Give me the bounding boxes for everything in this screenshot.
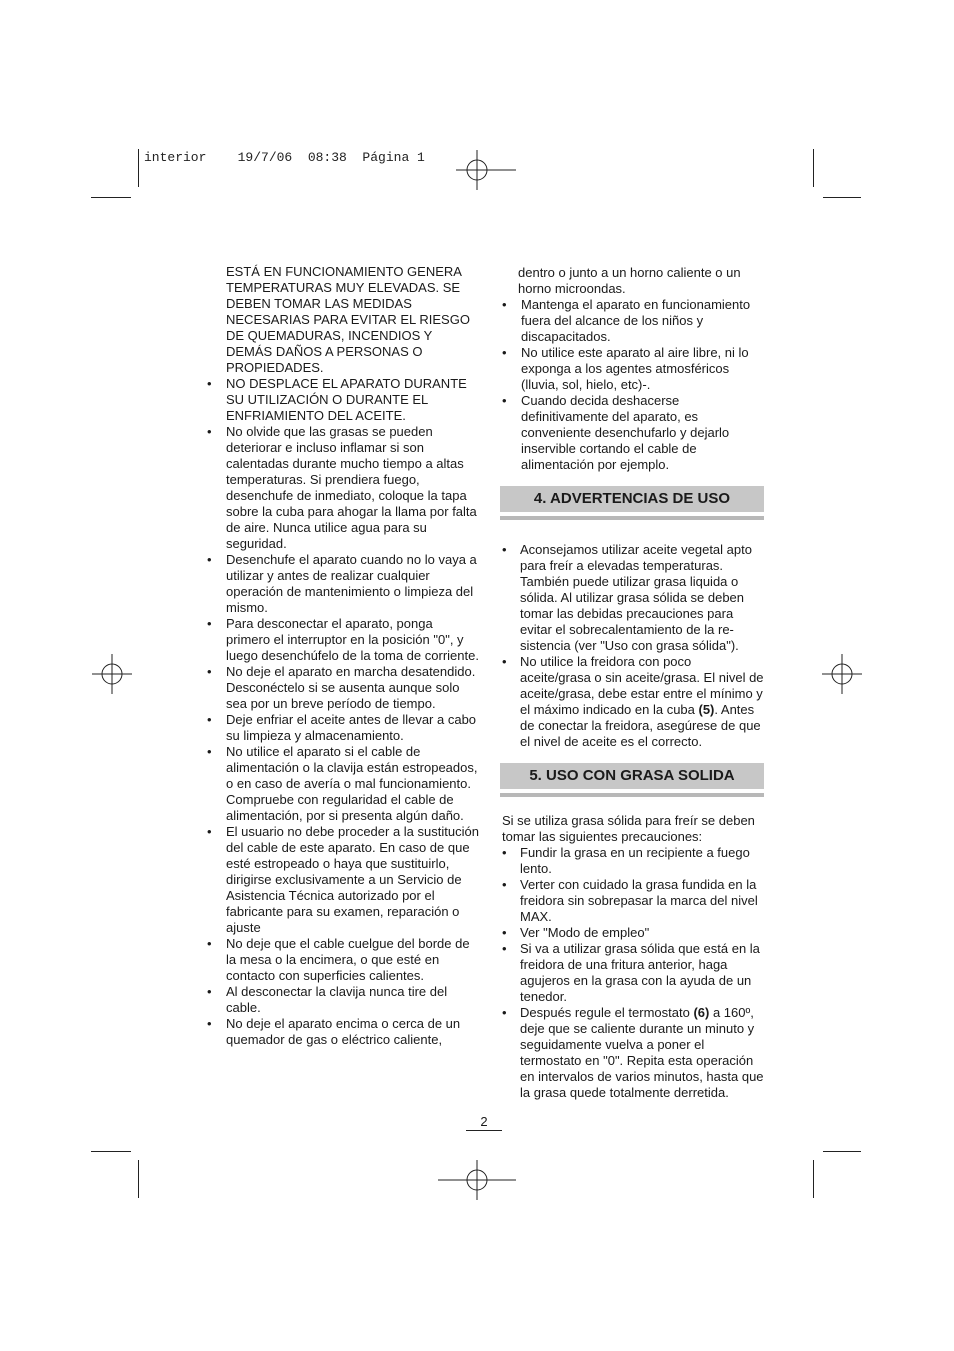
list-item: • Verter con cuidado la grasa fundida en la freidora sin sobrepasar la marca del nivel MAX. bbox=[500, 877, 764, 925]
list-item: • No utilice el aparato si el cable de alimentación o la clavija están estropeados, o en caso de avería o mal funcionamiento. Compruebe con regularidad el cable de alimentación, por si presenta algún daño. bbox=[205, 744, 480, 824]
list-item: • No olvide que las grasas se pueden deteriorar e incluso inflamar si son calentadas durante mucho tiempo a altas temperaturas. Si prendiera fuego, desenchufe de inmediato, coloque la tapa sobre la cuba para ahogar la llama por falta de aire. Nunca utilice agua para su seguridad. bbox=[205, 424, 480, 552]
list-item: • Mantenga el aparato en funcionamiento fuera del alcance de los niños y discapacitados. bbox=[500, 297, 764, 345]
crop-mark-top-left-v bbox=[138, 149, 139, 187]
crop-mark-top-right-h bbox=[823, 197, 861, 198]
crop-mark-bottom-left-h bbox=[91, 1151, 131, 1152]
list-item: • No utilice este aparato al aire libre, ni lo exponga a los agentes atmosféricos (lluvia, sol, hielo, etc)-. bbox=[500, 345, 764, 393]
print-slug: interior 19/7/06 08:38 Página 1 bbox=[144, 150, 425, 165]
crop-mark-bottom-left-v bbox=[138, 1160, 139, 1198]
registration-mark-icon bbox=[92, 654, 132, 694]
list-item: • Fundir la grasa en un recipiente a fuego lento. bbox=[500, 845, 764, 877]
crop-mark-bottom-right-h bbox=[823, 1151, 861, 1152]
part-reference: (5) bbox=[698, 702, 715, 717]
registration-mark-icon bbox=[456, 150, 516, 190]
list-item: • NO DESPLACE EL APARATO DURANTE SU UTILIZACIÓN O DURANTE EL ENFRIAMIENTO DEL ACEITE. bbox=[205, 376, 480, 424]
list-item: • Desenchufe el aparato cuando no lo vaya a utilizar y antes de realizar cualquier operación de mantenimiento o limpieza del mismo. bbox=[205, 552, 480, 616]
registration-mark-icon bbox=[438, 1160, 516, 1200]
list-item: • No deje el aparato en marcha desatendido. Desconéctelo si se ausenta aunque solo sea por un breve período de tiempo. bbox=[205, 664, 480, 712]
safety-list-continued bbox=[500, 297, 764, 473]
list-item-text: No utilice la freidora con poco aceite/grasa o sin aceite/grasa. El nivel de aceite/grasa, debe estar entre el mínimo y el máximo indicado en la cuba bbox=[520, 654, 764, 717]
list-item bbox=[500, 654, 764, 750]
list-item: • No deje el aparato encima o cerca de un quemador de gas o eléctrico caliente, bbox=[205, 1016, 480, 1048]
right-column bbox=[500, 265, 764, 1101]
safety-list bbox=[205, 376, 480, 1048]
continuation-text: dentro o junto a un horno caliente o un horno microondas. bbox=[518, 265, 741, 296]
advertencias-list bbox=[500, 542, 764, 750]
list-item: • Si va a utilizar grasa sólida que está en la freidora de una fritura anterior, haga agujeros en la grasa con la ayuda de un tenedor. bbox=[500, 941, 764, 1005]
list-item: • Cuando decida deshacerse definitivamente del aparato, es conveniente desenchufarlo y dejarlo inservible cortando el cable de alimentación por ejemplo. bbox=[500, 393, 764, 473]
list-item-text: Después regule el termostato bbox=[520, 1005, 694, 1020]
page-number: 2 bbox=[466, 1115, 502, 1131]
list-item-text: . Antes de conectar la freidora, asegúrese de que el nivel de aceite es el correcto. bbox=[520, 702, 761, 749]
part-reference: (6) bbox=[693, 1005, 710, 1020]
list-item: • El usuario no debe proceder a la sustitución del cable de este aparato. En caso de que esté estropeado o haya que sustituirlo, dirigirse exclusivamente a un Servicio de Asistencia Técnica autorizado por el fabricante para su examen, reparación o ajuste bbox=[205, 824, 480, 936]
list-item: • Ver "Modo de empleo" bbox=[500, 925, 764, 941]
list-item: • Al desconectar la clavija nunca tire del cable. bbox=[205, 984, 480, 1016]
section-heading-advertencias: 4. ADVERTENCIAS DE USO bbox=[500, 486, 764, 513]
registration-mark-icon bbox=[822, 654, 862, 694]
list-item: • Deje enfriar el aceite antes de llevar a cabo su limpieza y almacenamiento. bbox=[205, 712, 480, 744]
grasa-intro: Si se utiliza grasa sólida para freír se deben tomar las siguientes precauciones: bbox=[502, 813, 755, 844]
list-item: • Para desconectar el aparato, ponga primero el interruptor en la posición "0", y luego desenchúfelo de la toma de corriente. bbox=[205, 616, 480, 664]
list-item: • No deje que el cable cuelgue del borde de la mesa o la encimera, o que esté en contacto con superficies calientes. bbox=[205, 936, 480, 984]
left-column bbox=[205, 264, 480, 1048]
list-item-text: a 160º, deje que se caliente durante un minuto y seguidamente vuelva a poner el termostato en "0". Repita esta operación en intervalos de varios minutos, hasta que la grasa quede totalmente derretida. bbox=[520, 1005, 764, 1100]
list-item bbox=[500, 1005, 764, 1101]
section-heading-grasa-solida: 5. USO CON GRASA SOLIDA bbox=[500, 763, 764, 790]
crop-mark-top-left-h bbox=[91, 197, 131, 198]
crop-mark-bottom-right-v bbox=[813, 1160, 814, 1198]
crop-mark-top-right-v bbox=[813, 149, 814, 187]
warning-lead: ESTÁ EN FUNCIONAMIENTO GENERA TEMPERATURAS MUY ELEVADAS. SE DEBEN TOMAR LAS MEDIDAS NECESARIAS PARA EVITAR EL RIESGO DE QUEMADURAS, INCENDIOS Y DEMÁS DAÑOS A PERSONAS O PROPIEDADES. bbox=[226, 264, 470, 375]
list-item: • Aconsejamos utilizar aceite vegetal apto para freír a elevadas temperaturas. También puede utilizar grasa liquida o sólida. Al utilizar grasa sólida se deben tomar las debidas precauciones para evitar el sobrecalentamiento de la re-sistencia (ver "Uso con grasa sólida"). bbox=[500, 542, 764, 654]
grasa-list bbox=[500, 845, 764, 1101]
